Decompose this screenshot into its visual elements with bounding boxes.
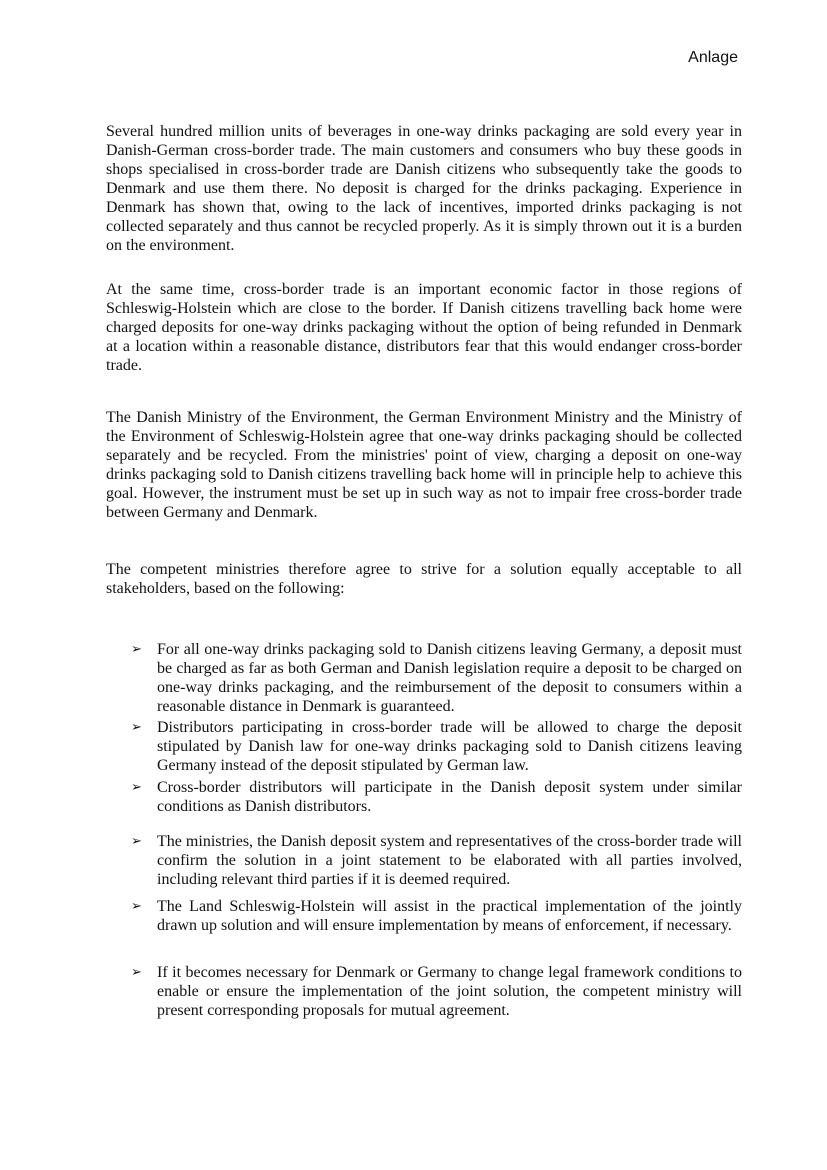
- arrow-bullet-icon: ➢: [131, 642, 142, 657]
- list-item: ➢ If it becomes necessary for Denmark or Germany to change legal framework conditions to enable or ensure the implementation of the joint solution, the competent ministry will present corresponding proposals for mutual agreement.: [131, 964, 742, 1019]
- arrow-bullet-icon: ➢: [131, 834, 142, 849]
- arrow-bullet-icon: ➢: [131, 720, 142, 735]
- paragraph-solution-intro: The competent ministries therefore agree to strive for a solution equally acceptable to all stakeholders, based on the following:: [106, 561, 742, 597]
- list-item: ➢ For all one-way drinks packaging sold to Danish citizens leaving Germany, a deposit must be charged as far as both German and Danish legislation require a deposit to be charged on one-way drinks packaging, and the reimbursement of the deposit to consumers within a reasonable distance in Denmark is guaranteed.: [131, 641, 742, 715]
- paragraph-economic-factor: At the same time, cross-border trade is an important economic factor in those regions of Schleswig-Holstein which are close to the border. If Danish citizens travelling back home were charged deposits for one-way drinks packaging without the option of being refunded in Denmark at a location within a reasonable distance, distributors fear that this would endanger cross-border trade.: [106, 281, 742, 374]
- paragraph-intro: Several hundred million units of beverages in one-way drinks packaging are sold every year in Danish-German cross-border trade. The main customers and consumers who buy these goods in shops specialised in cross-border trade are Danish citizens who subsequently take the goods to Denmark and use them there. No deposit is charged for the drinks packaging. Experience in Denmark has shown that, owing to the lack of incentives, imported drinks packaging is not collected separately and thus cannot be recycled properly. As it is simply thrown out it is a burden on the environment.: [106, 123, 742, 254]
- list-item: ➢ The Land Schleswig-Holstein will assist in the practical implementation of the jointly drawn up solution and will ensure implementation by means of enforcement, if necessary.: [131, 898, 742, 934]
- paragraph-ministries-agreement: The Danish Ministry of the Environment, the German Environment Ministry and the Ministry of the Environment of Schleswig-Holstein agree that one-way drinks packaging should be collected separately and be recycled. From the ministries' point of view, charging a deposit on one-way drinks packaging sold to Danish citizens travelling back home will in principle help to achieve this goal. However, the instrument must be set up in such way as not to impair free cross-border trade between Germany and Denmark.: [106, 409, 742, 521]
- list-item: ➢ Distributors participating in cross-border trade will be allowed to charge the deposit stipulated by Danish law for one-way drinks packaging sold to Danish citizens leaving Germany instead of the deposit stipulated by German law.: [131, 719, 742, 774]
- arrow-bullet-icon: ➢: [131, 965, 142, 980]
- arrow-bullet-icon: ➢: [131, 780, 142, 795]
- attachment-label: Anlage: [688, 49, 738, 66]
- list-item: ➢ Cross-border distributors will participate in the Danish deposit system under similar conditions as Danish distributors.: [131, 779, 742, 815]
- list-item: ➢ The ministries, the Danish deposit system and representatives of the cross-border trade will confirm the solution in a joint statement to be elaborated with all parties involved, including relevant third parties if it is deemed required.: [131, 833, 742, 888]
- arrow-bullet-icon: ➢: [131, 899, 142, 914]
